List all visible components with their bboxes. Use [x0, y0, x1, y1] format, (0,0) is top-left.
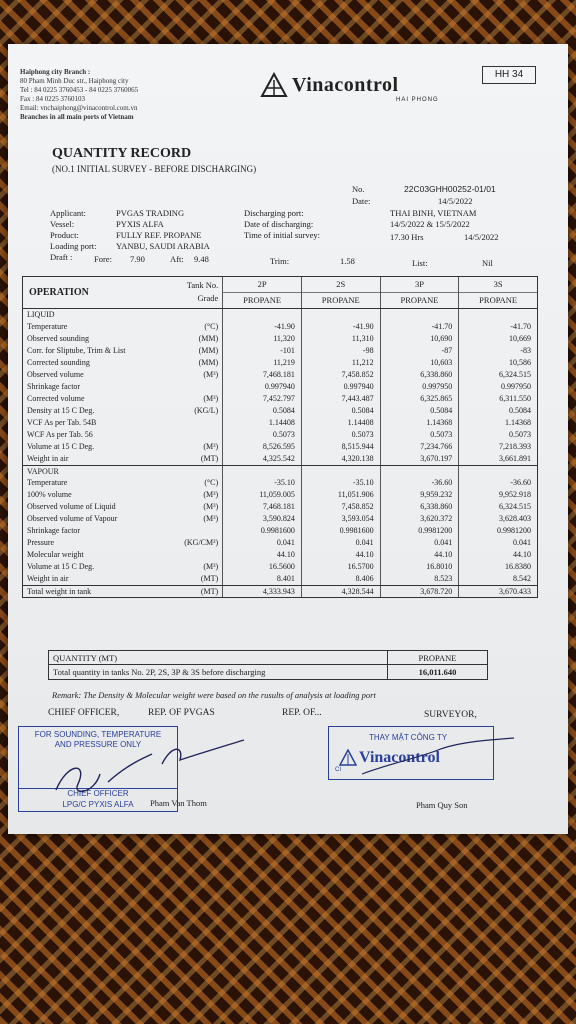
row-value: 3,620.372 [380, 513, 459, 525]
row-value: 3,661.891 [458, 453, 537, 465]
tank-col-header [458, 277, 537, 308]
stamp-line: FOR SOUNDING, TEMPERATURE [34, 730, 162, 739]
row-value: 7,458.852 [301, 501, 380, 513]
row-unit [182, 381, 222, 393]
table-row [23, 501, 537, 513]
row-value: 0.5073 [222, 429, 301, 441]
row-value: 11,051.906 [301, 489, 380, 501]
list-label: List: [412, 258, 428, 268]
row-value: 11,219 [222, 357, 301, 369]
stamp-code: CI [335, 767, 341, 773]
date-label: Date: [352, 196, 371, 206]
logo-name: Vinacontrol [292, 74, 399, 96]
branch-line: Haiphong city Branch : [20, 68, 91, 76]
row-value: 11,059.005 [222, 489, 301, 501]
operation-header: OPERATION [29, 287, 89, 298]
row-value: 3,593.054 [301, 513, 380, 525]
section-label: LIQUID [27, 310, 55, 319]
row-value: 9,952.918 [458, 489, 537, 501]
row-unit: (M³) [203, 514, 219, 523]
table-row [23, 405, 537, 417]
row-value: 6,324.515 [458, 501, 537, 513]
row-value: 11,320 [222, 333, 301, 345]
row-value: 4,320.138 [301, 453, 380, 465]
row-unit: (MT) [200, 574, 219, 583]
logo-emblem-icon [260, 72, 288, 100]
row-value: 8.406 [301, 573, 380, 585]
row-label: Temperature [27, 478, 68, 487]
row-value: 16.5700 [301, 561, 380, 573]
row-value: 6,324.515 [458, 369, 537, 381]
table-row [23, 453, 537, 465]
row-label: Observed volume of Liquid [27, 502, 116, 511]
row-label: Shrinkage factor [27, 526, 81, 535]
stamp-emblem-icon [339, 749, 357, 767]
row-value: 0.9981200 [458, 525, 537, 537]
row-unit: (M³) [203, 442, 219, 451]
row-unit: (M³) [203, 394, 219, 403]
row-value: 0.997950 [380, 381, 459, 393]
table-row [23, 525, 537, 537]
table-body [23, 309, 537, 597]
page-subtitle: (NO.1 INITIAL SURVEY - BEFORE DISCHARGING) [52, 164, 257, 174]
branch-line: Email: vnchaiphong@vinacontrol.com.vn [20, 104, 138, 112]
row-value: 44.10 [458, 549, 537, 561]
branch-address [20, 68, 138, 122]
row-value: 4,328.544 [301, 586, 380, 597]
row-value: 8.401 [222, 573, 301, 585]
row-value: -35.10 [222, 477, 301, 489]
product-value: FULLY REF. PROPANE [116, 230, 202, 240]
branch-line: Fax : 84 0225 3760103 [20, 95, 85, 103]
applicant-label: Applicant: [50, 208, 86, 218]
row-value: -35.10 [301, 477, 380, 489]
loading-port-value: YANBU, SAUDI ARABIA [116, 241, 210, 251]
quantity-summary [48, 650, 488, 680]
doc-code-box: HH 34 [482, 66, 536, 84]
branch-line: Branches in all main ports of Vietnam [20, 113, 134, 121]
row-value: 44.10 [301, 549, 380, 561]
row-value: 8,526.595 [222, 441, 301, 453]
row-value: 10,669 [458, 333, 537, 345]
row-value: 6,325.865 [380, 393, 459, 405]
row-value: 0.997940 [301, 381, 380, 393]
row-unit: (°C) [204, 478, 219, 487]
applicant-value: PVGAS TRADING [116, 208, 185, 218]
remark-text: Remark: The Density & Molecular weight were based on the rusults of analysis at loading port [52, 690, 376, 700]
row-label: Weight in air [27, 574, 69, 583]
row-unit: (MM) [198, 346, 219, 355]
date-discharging-label: Date of discharging: [244, 219, 314, 229]
row-label: Corrected sounding [27, 358, 90, 367]
row-value: 44.10 [380, 549, 459, 561]
row-unit: (M³) [203, 490, 219, 499]
trim-label: Trim: [270, 256, 290, 266]
row-unit: (MT) [200, 587, 219, 596]
no-label: No. [352, 184, 365, 194]
row-label: Density at 15 C Deg. [27, 406, 95, 415]
row-label: Total weight in tank [27, 587, 92, 596]
branch-line: Tel : 84 0225 3760453 - 84 0225 3760065 [20, 86, 139, 94]
table-row [23, 573, 537, 585]
grade-name: PROPANE [321, 295, 360, 305]
row-value: 0.9981200 [380, 525, 459, 537]
grade-name: PROPANE [243, 295, 282, 305]
page-title: QUANTITY RECORD [52, 146, 192, 161]
tank-name: 2S [302, 277, 380, 293]
surveyor-label: SURVEYOR, [424, 710, 477, 720]
row-label: Corrected volume [27, 394, 85, 403]
row-value: 0.041 [380, 537, 459, 549]
discharging-port-label: Discharging port: [244, 208, 304, 218]
vessel-label: Vessel: [50, 219, 75, 229]
section-row [23, 465, 537, 477]
row-label: Pressure [27, 538, 55, 547]
row-value: 0.9981600 [301, 525, 380, 537]
date-discharging-value: 14/5/2022 & 15/5/2022 [390, 219, 470, 229]
row-value: -87 [380, 345, 459, 357]
row-unit [182, 417, 222, 429]
row-value: 10,690 [380, 333, 459, 345]
row-value: 3,670.197 [380, 453, 459, 465]
row-value: 0.5073 [380, 429, 459, 441]
row-value: 6,338.860 [380, 369, 459, 381]
table-row [23, 417, 537, 429]
row-label: Observed sounding [27, 334, 89, 343]
stamp-line: AND PRESSURE ONLY [54, 740, 142, 749]
product-label: Product: [50, 230, 79, 240]
quantity-label: QUANTITY (MT) [53, 653, 118, 663]
stamp-vessel: LPG/C PYXIS ALFA [62, 800, 134, 809]
stamp-role: CHIEF OFFICER [19, 788, 177, 799]
row-value: 0.041 [458, 537, 537, 549]
row-label: Volume at 15 C Deg. [27, 442, 95, 451]
tank-no-header: Tank No. [186, 280, 219, 290]
no-value: 22C03GHH00252-01/01 [404, 184, 496, 194]
row-value: 1.14368 [380, 417, 459, 429]
table-row [23, 549, 537, 561]
table-row [23, 537, 537, 549]
row-value: -101 [222, 345, 301, 357]
vinacontrol-logo [260, 70, 450, 110]
time-initial-value: 17.30 Hrs [390, 232, 424, 242]
row-unit: (M³) [203, 502, 219, 511]
list-value: Nil [482, 258, 493, 268]
table-row [23, 513, 537, 525]
row-value: 0.5073 [301, 429, 380, 441]
table-row [23, 561, 537, 573]
pvgas-signer-name: Pham Van Thom [150, 798, 207, 808]
signature-mark [48, 744, 158, 804]
surveyor-name: Pham Quy Son [416, 800, 468, 810]
fore-value: 7.90 [130, 254, 145, 264]
table-row [23, 333, 537, 345]
time-initial-label: Time of initial survey: [244, 230, 320, 240]
row-value: 0.5084 [458, 405, 537, 417]
row-value: -36.60 [458, 477, 537, 489]
row-label: Volume at 15 C Deg. [27, 562, 95, 571]
aft-value: 9.48 [194, 254, 209, 264]
vessel-value: PYXIS ALFA [116, 219, 164, 229]
row-label: Temperature [27, 322, 68, 331]
table-row [23, 393, 537, 405]
table-row [23, 585, 537, 597]
tank-col-header [222, 277, 301, 308]
row-value: -41.70 [458, 321, 537, 333]
row-value: 3,590.824 [222, 513, 301, 525]
row-label: VCF As per Tab. 54B [27, 418, 97, 427]
row-unit [182, 429, 222, 441]
tank-col-header [301, 277, 380, 308]
loading-port-label: Loading port: [50, 241, 97, 251]
row-value: 1.14368 [458, 417, 537, 429]
section-label: VAPOUR [27, 467, 59, 476]
row-value: 7,452.797 [222, 393, 301, 405]
row-value: 6,338.860 [380, 501, 459, 513]
row-unit: (°C) [204, 322, 219, 331]
row-label: Observed volume of Vapour [27, 514, 118, 523]
row-value: 10,603 [380, 357, 459, 369]
section-row [23, 309, 537, 321]
row-value: 0.9981600 [222, 525, 301, 537]
row-value: -83 [458, 345, 537, 357]
tank-name: 3S [459, 277, 537, 293]
row-value: -41.70 [380, 321, 459, 333]
signature-mark [358, 734, 518, 784]
row-value: 4,333.943 [222, 586, 301, 597]
row-value: 44.10 [222, 549, 301, 561]
quantity-table [22, 276, 538, 598]
row-value: 9,959.232 [380, 489, 459, 501]
row-value: 7,468.181 [222, 501, 301, 513]
row-value: -36.60 [380, 477, 459, 489]
row-label: 100% volume [27, 490, 72, 499]
row-unit: (M³) [203, 370, 219, 379]
row-value: 1.14408 [222, 417, 301, 429]
row-value: 3,670.433 [458, 586, 537, 597]
row-unit: (MM) [198, 358, 219, 367]
fore-label: Fore: [94, 254, 112, 264]
row-unit [182, 525, 222, 537]
stamp-text: THAY MẶT CÔNG TY [369, 733, 448, 742]
aft-label: Aft: [170, 254, 184, 264]
table-row [23, 321, 537, 333]
row-value: 7,234.766 [380, 441, 459, 453]
row-label: Observed volume [27, 370, 84, 379]
row-value: 16.8380 [458, 561, 537, 573]
row-label: Weight in air [27, 454, 69, 463]
table-row [23, 357, 537, 369]
grade-name: PROPANE [400, 295, 439, 305]
stamp-company: Vinacontrol [359, 749, 440, 766]
time-initial-date: 14/5/2022 [464, 232, 499, 242]
row-value: 3,628.403 [458, 513, 537, 525]
row-value: -98 [301, 345, 380, 357]
row-value: 0.997940 [222, 381, 301, 393]
tank-col-header [380, 277, 459, 308]
logo-subtitle: HAI PHONG [396, 97, 439, 103]
row-unit: (MT) [200, 454, 219, 463]
tank-name: 2P [223, 277, 301, 293]
row-label: Molecular weight [27, 550, 84, 559]
rep-of-label: REP. OF... [282, 708, 322, 718]
row-value: 7,443.487 [301, 393, 380, 405]
row-label: Corr. for Sliptube, Trim & List [27, 346, 126, 355]
table-row [23, 369, 537, 381]
date-value: 14/5/2022 [438, 196, 473, 206]
row-label: Shrinkage factor [27, 382, 81, 391]
grade-name: PROPANE [479, 295, 518, 305]
row-unit: (MM) [198, 334, 219, 343]
row-value: 8,515.944 [301, 441, 380, 453]
table-row [23, 477, 537, 489]
rep-pvgas-label: REP. OF PVGAS [148, 708, 215, 718]
discharging-port-value: THAI BINH, VIETNAM [390, 208, 477, 218]
table-row [23, 429, 537, 441]
table-row [23, 489, 537, 501]
tank-name: 3P [381, 277, 459, 293]
row-value: 7,218.393 [458, 441, 537, 453]
row-value: 11,212 [301, 357, 380, 369]
table-row [23, 441, 537, 453]
row-value: 11,310 [301, 333, 380, 345]
document-page [8, 44, 568, 834]
draft-label: Draft : [50, 252, 73, 262]
table-row [23, 345, 537, 357]
table-header [23, 277, 537, 309]
row-unit: (KG/L) [194, 406, 219, 415]
row-value: 4,325.542 [222, 453, 301, 465]
row-value: -41.90 [222, 321, 301, 333]
row-value: 6,311.550 [458, 393, 537, 405]
table-row [23, 381, 537, 393]
row-value: 3,678.720 [380, 586, 459, 597]
trim-value: 1.58 [340, 256, 355, 266]
row-value: 8.542 [458, 573, 537, 585]
signature-mark [158, 734, 248, 774]
chief-officer-label: CHIEF OFFICER, [48, 708, 120, 718]
row-value: 16.5600 [222, 561, 301, 573]
grade-header: Grade [197, 293, 219, 303]
row-value: 0.5084 [222, 405, 301, 417]
row-value: 1.14408 [301, 417, 380, 429]
row-value: 0.041 [222, 537, 301, 549]
row-value: 8.523 [380, 573, 459, 585]
row-unit: (KG/CM²) [184, 538, 219, 547]
row-value: 0.5084 [380, 405, 459, 417]
branch-line: 80 Pham Minh Duc str., Haiphong city [20, 77, 129, 85]
row-value: 7,458.852 [301, 369, 380, 381]
row-label: WCF As per Tab. 56 [27, 430, 93, 439]
row-value: 0.5073 [458, 429, 537, 441]
row-value: 0.5084 [301, 405, 380, 417]
row-value: 10,586 [458, 357, 537, 369]
quantity-product: PROPANE [387, 651, 487, 664]
row-value: 0.997950 [458, 381, 537, 393]
row-value: 16.8010 [380, 561, 459, 573]
quantity-total: 16,011.640 [387, 665, 487, 679]
row-value: 0.041 [301, 537, 380, 549]
row-unit: (M³) [203, 562, 219, 571]
row-value: -41.90 [301, 321, 380, 333]
row-unit [182, 549, 222, 561]
quantity-desc: Total quantity in tanks No. 2P, 2S, 3P & 3S before discharging [53, 667, 266, 677]
row-value: 7,468.181 [222, 369, 301, 381]
